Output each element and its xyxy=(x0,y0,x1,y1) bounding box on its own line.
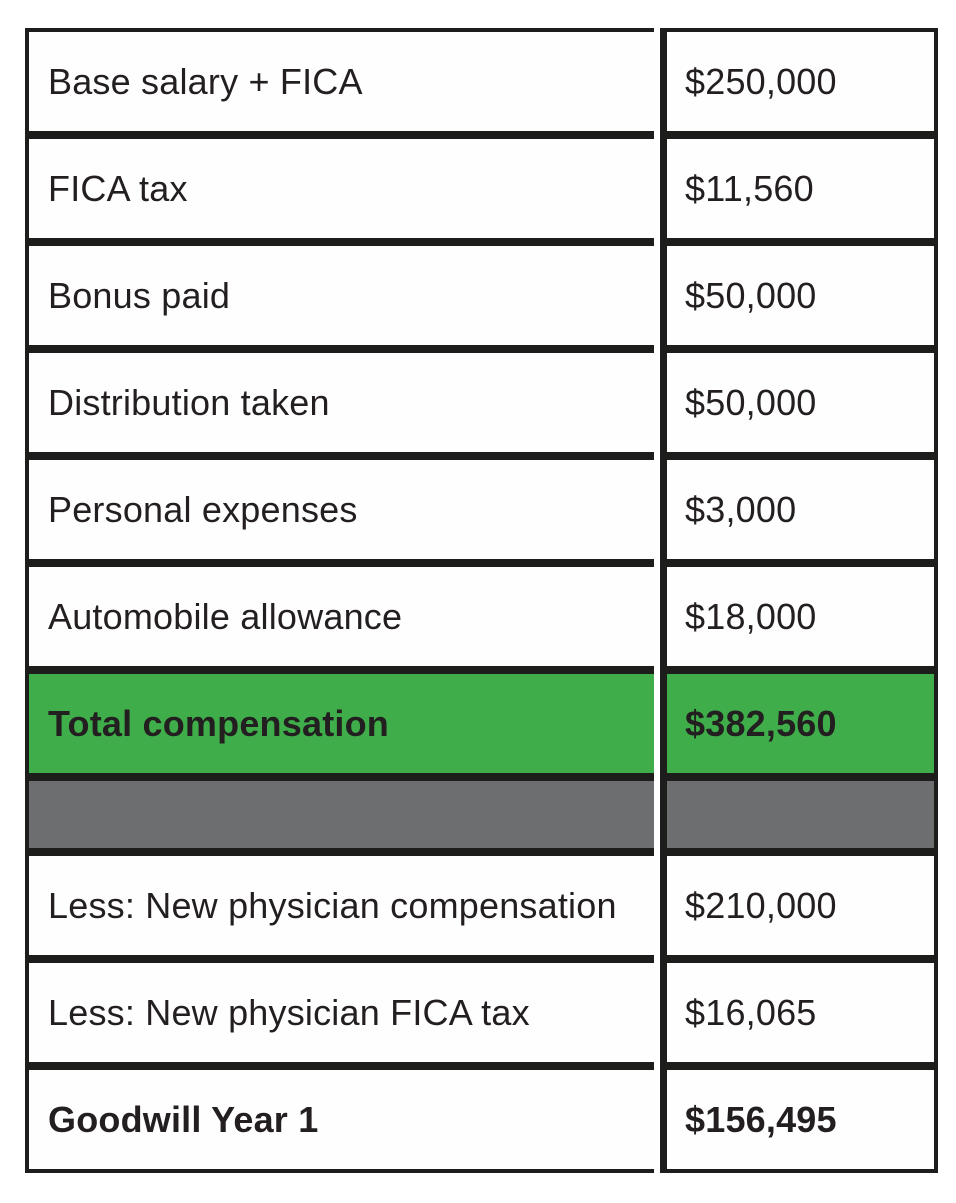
table-row xyxy=(25,349,938,456)
table-row xyxy=(25,135,938,242)
table-row xyxy=(25,242,938,349)
row-label-cell: Less: New physician compensation xyxy=(25,852,654,959)
table-row xyxy=(25,959,938,1066)
table-row xyxy=(25,28,938,135)
row-label-cell: Bonus paid xyxy=(25,242,654,349)
row-label-cell: Automobile allowance xyxy=(25,563,654,670)
table-row-spacer xyxy=(25,777,938,852)
row-label-cell: Less: New physician FICA tax xyxy=(25,959,654,1066)
table-row xyxy=(25,563,938,670)
row-value-cell: $18,000 xyxy=(660,563,938,670)
spacer-cell xyxy=(25,777,654,852)
table-row xyxy=(25,456,938,563)
table-row-total-compensation xyxy=(25,670,938,777)
row-value-cell: $382,560 xyxy=(660,670,938,777)
row-label-cell: Personal expenses xyxy=(25,456,654,563)
row-label-cell: Base salary + FICA xyxy=(25,28,654,135)
row-value-cell: $250,000 xyxy=(660,28,938,135)
row-label-cell: Distribution taken xyxy=(25,349,654,456)
row-label-cell: Goodwill Year 1 xyxy=(25,1066,654,1173)
table-row xyxy=(25,852,938,959)
row-label-cell: Total compensation xyxy=(25,670,654,777)
row-value-cell: $16,065 xyxy=(660,959,938,1066)
row-value-cell: $210,000 xyxy=(660,852,938,959)
row-value-cell: $156,495 xyxy=(660,1066,938,1173)
spacer-cell xyxy=(660,777,938,852)
row-value-cell: $50,000 xyxy=(660,349,938,456)
row-label-cell: FICA tax xyxy=(25,135,654,242)
row-value-cell: $3,000 xyxy=(660,456,938,563)
row-value-cell: $11,560 xyxy=(660,135,938,242)
compensation-goodwill-table xyxy=(25,28,938,1173)
row-value-cell: $50,000 xyxy=(660,242,938,349)
table-row-goodwill-year-1 xyxy=(25,1066,938,1173)
